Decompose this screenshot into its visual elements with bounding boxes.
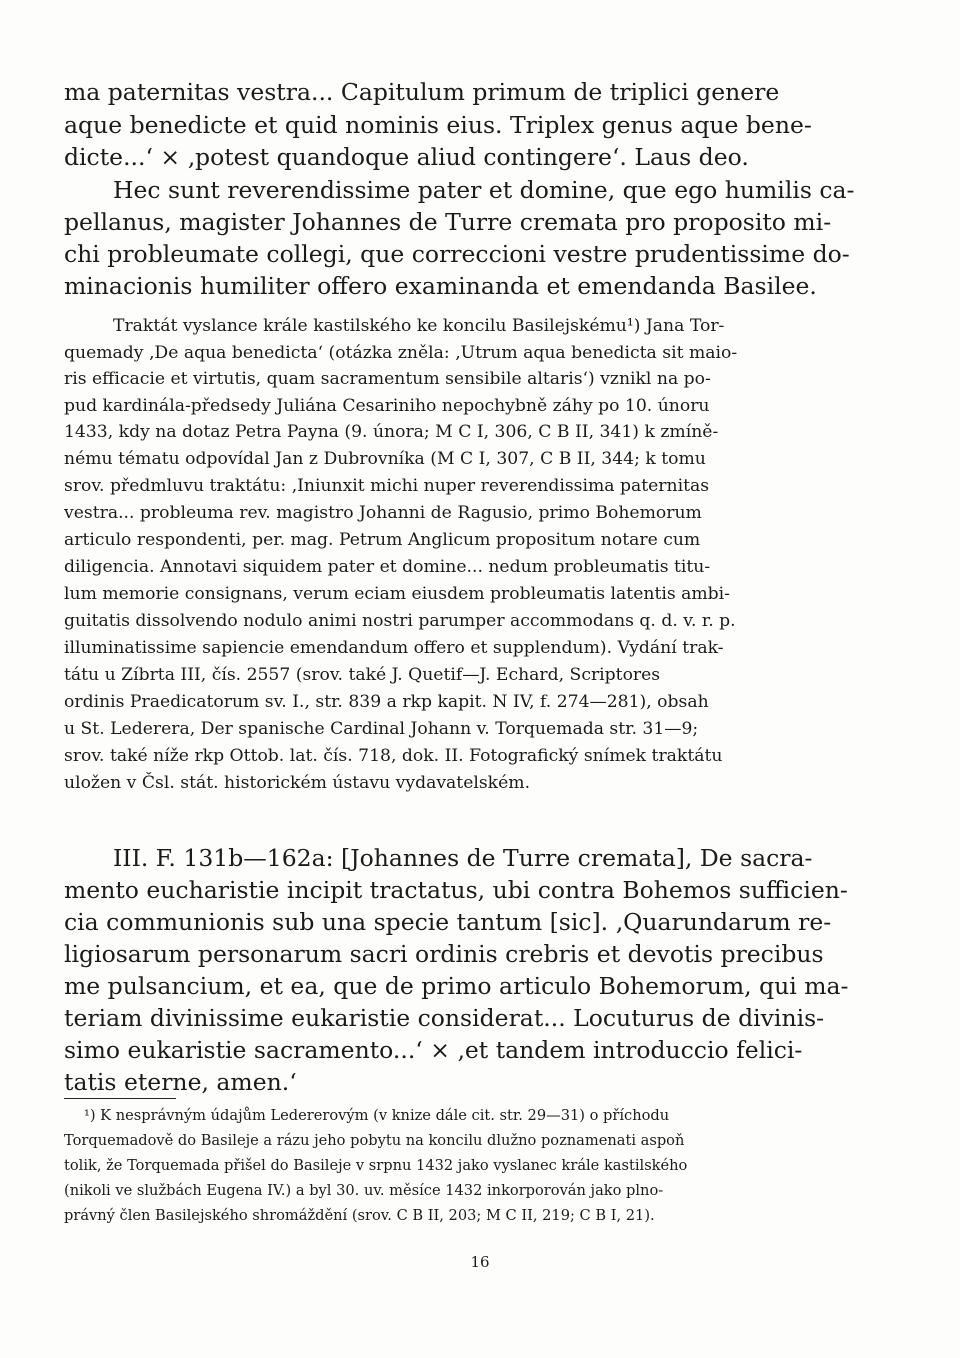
text-line: nému tématu odpovídal Jan z Dubrovníka (M C I, 307, C B II, 344; k tomu [64,449,706,469]
text-line: tatis eterne, amen.‘ [64,1068,297,1096]
text-line: vestra... probleuma rev. magistro Johanni de Ragusio, primo Bohemorum [64,503,702,523]
text-line: me pulsancium, et ea, que de primo articulo Bohemorum, qui ma- [64,972,849,1000]
text-line: tátu u Zíbrta III, čís. 2557 (srov. také J. Quetif—J. Echard, Scriptores [64,665,661,685]
text-line: diligencia. Annotavi siquidem pater et domine... nedum probleumatis titu- [64,557,711,577]
text-line: minacionis humiliter offero examinanda et emendanda Basilee. [64,272,817,300]
text-line: guitatis dissolvendo nodulo animi nostri parumper accommodans q. d. v. r. p. [64,611,736,631]
footnote-line: Torquemadově do Basileje a rázu jeho pobytu na koncilu dlužno poznamenati aspoň [64,1132,685,1149]
footnote-line: (nikoli ve službách Eugena IV.) a byl 30. uv. měsíce 1432 inkorporován jako plno- [64,1182,664,1199]
text-line: 1433, kdy na dotaz Petra Payna (9. února; M C I, 306, C B II, 341) k zmíně- [64,422,719,442]
text-line: illuminatissime sapiencie emendandum offero et supplendum). Vydání trak- [64,638,724,658]
text-line: Hec sunt reverendissime pater et domine, que ego humilis ca- [113,176,855,204]
text-line: ligiosarum personarum sacri ordinis crebris et devotis precibus [64,940,824,968]
text-line: dicte...‘ × ‚potest quandoque aliud contingere‘. Laus deo. [64,143,749,171]
text-line: pellanus, magister Johannes de Turre cremata pro proposito mi- [64,208,832,236]
text-line: teriam divinissime eukaristie considerat... Locuturus de divinis- [64,1004,825,1032]
text-line: pud kardinála-předsedy Juliána Cesariniho nepochybně záhy po 10. únoru [64,396,710,416]
text-line: mento eucharistie incipit tractatus, ubi contra Bohemos sufficien- [64,876,848,904]
footnote-line: tolik, že Torquemada přišel do Basileje v srpnu 1432 jako vyslanec krále kastilského [64,1157,688,1174]
text-line: srov. předmluvu traktátu: ‚Iniunxit michi nuper reverendissima paternitas [64,476,710,496]
text-line: ordinis Praedicatorum sv. I., str. 839 a rkp kapit. N IV, f. 274—281), obsah [64,692,709,712]
text-line: simo eukaristie sacramento...‘ × ‚et tandem introduccio felici- [64,1036,803,1064]
page-number: 16 [470,1253,490,1271]
footnote-line: právný člen Basilejského shromáždění (srov. C B II, 203; M C II, 219; C B I, 21). [64,1207,655,1224]
text-line: articulo respondenti, per. mag. Petrum Anglicum propositum notare cum [64,530,701,550]
text-line: ma paternitas vestra... Capitulum primum de triplici genere [64,78,780,106]
text-line: uložen v Čsl. stát. historickém ústavu vydavatelském. [64,773,531,793]
text-line: chi probleumate collegi, que correccioni vestre prudentissime do- [64,240,850,268]
text-line: ris efficacie et virtutis, quam sacramentum sensibile altaris‘) vznikl na po- [64,369,711,389]
section-heading-line: III. F. 131b—162a: [Johannes de Turre cremata], De sacra- [113,844,813,872]
text-line: u St. Lederera, Der spanische Cardinal Johann v. Torquemada str. 31—9; [64,719,699,739]
text-line: srov. také níže rkp Ottob. lat. čís. 718, dok. II. Fotografický snímek traktátu [64,746,723,766]
text-line: Traktát vyslance krále kastilského ke koncilu Basilejskému¹) Jana Tor- [113,316,725,336]
text-line: cia communionis sub una specie tantum [sic]. ‚Quarundarum re- [64,908,832,936]
text-line: quemady ‚De aqua benedicta‘ (otázka zněla: ‚Utrum aqua benedicta sit maio- [64,343,738,363]
text-line: aque benedicte et quid nominis eius. Triplex genus aque bene- [64,111,812,139]
footnote-divider [64,1098,176,1099]
text-line: lum memorie consignans, verum eciam eiusdem probleumatis latentis ambi- [64,584,730,604]
footnote-line: ¹) K nesprávným údajům Ledererovým (v knize dále cit. str. 29—31) o příchodu [84,1107,670,1124]
